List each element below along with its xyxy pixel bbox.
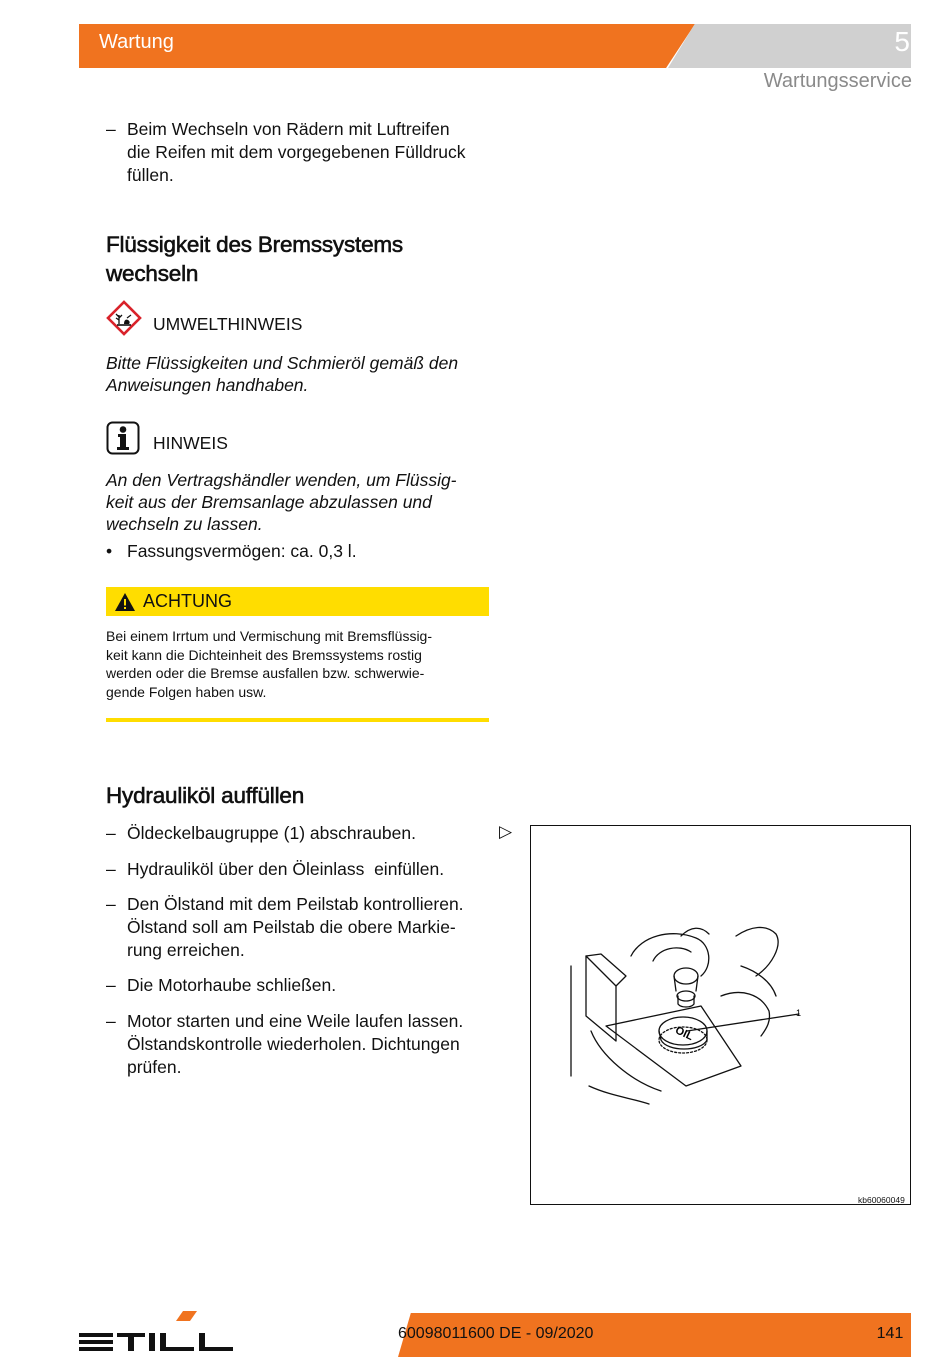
step-line: Ölstandskontrolle wiederholen. Dichtungen	[127, 1034, 460, 1054]
dash-marker: –	[106, 119, 116, 139]
dash-marker: –	[106, 894, 116, 914]
info-note-label: HINWEIS	[153, 433, 228, 453]
oil-cap-label: OIL	[673, 1024, 695, 1044]
environment-hazard-icon	[106, 300, 142, 336]
document-number: 60098011600 DE - 09/2020	[398, 1325, 594, 1342]
env-note-line: Bitte Flüssigkeiten und Schmieröl gemäß den	[106, 353, 459, 373]
step-item	[106, 974, 506, 997]
step-line: Öldeckelbaugruppe (1) abschrauben.	[127, 823, 416, 843]
dash-marker: –	[106, 859, 116, 879]
step-line: Den Ölstand mit dem Peilstab kontrollieren.	[127, 894, 464, 914]
info-note-line: wechseln zu lassen.	[106, 514, 263, 534]
figure-code: kb60060049	[858, 1195, 905, 1205]
intro-line: Beim Wechseln von Rädern mit Luftreifen	[127, 119, 450, 139]
header-subtitle: Wartungsservice	[763, 70, 912, 92]
intro-line: die Reifen mit dem vorgegebenen Fülldruck	[127, 142, 466, 162]
still-logo	[79, 1309, 239, 1359]
info-note-line: An den Vertragshändler wenden, um Flüssig-	[106, 470, 457, 490]
capacity-bullet	[106, 540, 506, 563]
info-note-line: keit aus der Bremsanlage abzulassen und	[106, 492, 432, 512]
logo-text: STILL	[79, 1309, 82, 1310]
capacity-text: Fassungsvermögen: ca. 0,3 l.	[127, 541, 357, 561]
warning-triangle-icon	[114, 592, 136, 612]
step-line: Ölstand soll am Peilstab die obere Markie-	[127, 917, 456, 937]
dash-marker: –	[106, 975, 116, 995]
header-title: Wartung	[99, 31, 174, 53]
page-number: 141	[876, 1325, 904, 1342]
chapter-number: 5	[894, 26, 910, 57]
warning-text	[106, 627, 496, 701]
warning-line: gende Folgen haben usw.	[106, 683, 267, 700]
warning-line: Bei einem Irrtum und Vermischung mit Bremsflüssig-	[106, 628, 432, 644]
environment-note-label: UMWELTHINWEIS	[153, 314, 303, 334]
callout-number: 1	[796, 1008, 802, 1018]
step-item	[106, 893, 506, 962]
step-line: rung erreichen.	[127, 940, 245, 960]
info-note-text	[106, 469, 496, 535]
step-item	[106, 822, 506, 845]
info-icon	[106, 421, 140, 455]
section-title-line: wechseln	[106, 261, 199, 286]
dash-marker: –	[106, 1011, 116, 1031]
oil-cap-illustration	[531, 826, 910, 1204]
environment-note-text	[106, 352, 496, 396]
bullet-marker: •	[106, 541, 113, 561]
env-note-line: Anweisungen handhaben.	[106, 375, 309, 395]
warning-label: ACHTUNG	[143, 591, 232, 611]
header-chapter-tab	[668, 24, 911, 68]
warning-line: werden oder die Bremse ausfallen bzw. schwerwie-	[106, 665, 425, 681]
section-title-brake-fluid	[106, 230, 403, 288]
intro-list-item	[106, 118, 506, 187]
warning-end-line	[106, 718, 489, 722]
dash-marker: –	[106, 823, 116, 843]
section-title-line: Flüssigkeit des Bremssystems	[106, 232, 403, 257]
step-item	[106, 858, 506, 881]
step-item	[106, 1010, 506, 1079]
figure-pointer-icon: ▷	[499, 822, 513, 841]
oil-cap-figure	[530, 825, 911, 1205]
step-line: Die Motorhaube schließen.	[127, 975, 337, 995]
step-line: Hydrauliköl über den Öleinlass einfüllen.	[127, 859, 445, 879]
section-title-hydraulic-oil: Hydrauliköl auffüllen	[106, 783, 305, 808]
step-line: Motor starten und eine Weile laufen lassen.	[127, 1011, 464, 1031]
step-line: prüfen.	[127, 1057, 182, 1077]
intro-line: füllen.	[127, 165, 174, 185]
warning-line: keit kann die Dichteinheit des Bremssystems rostig	[106, 646, 422, 663]
